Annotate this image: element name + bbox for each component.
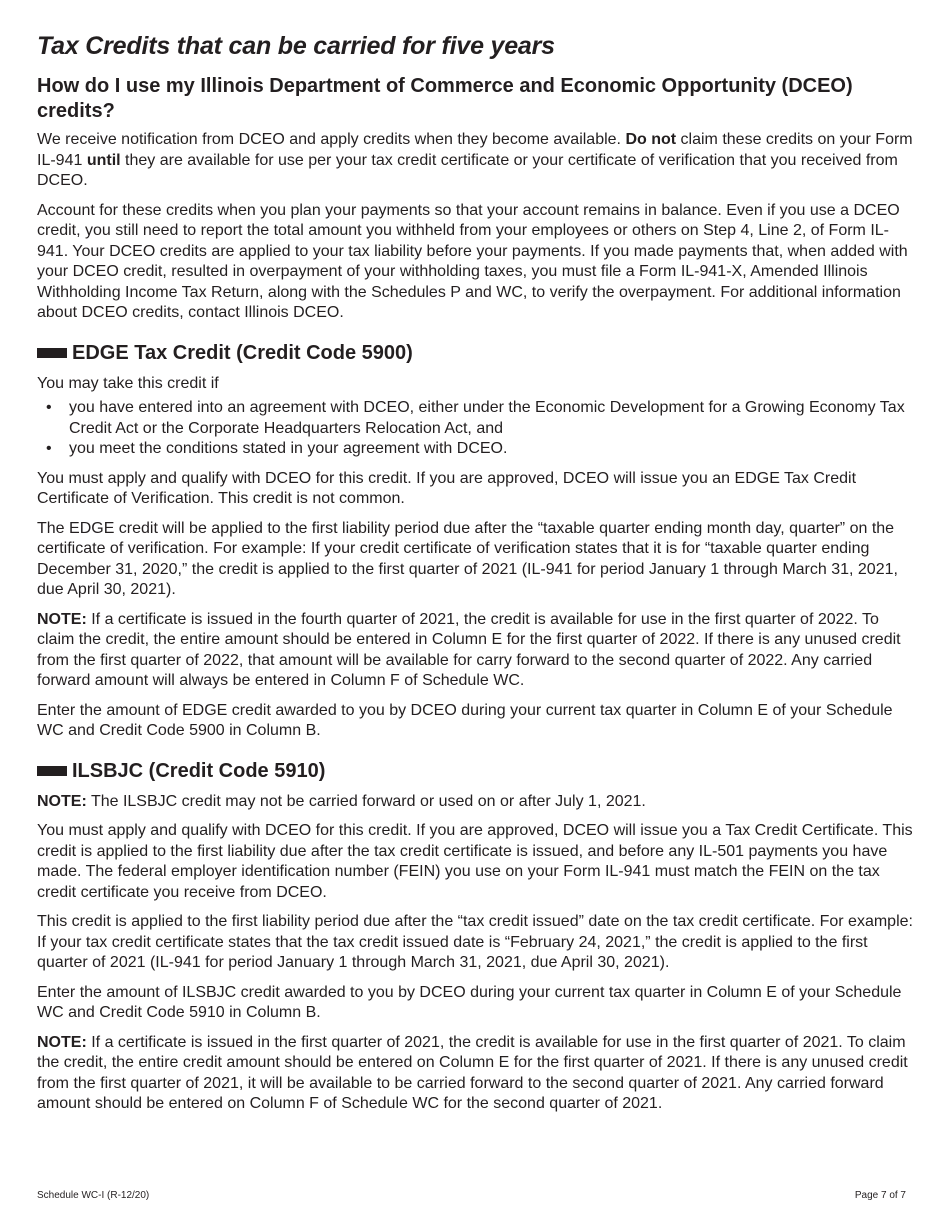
document-page (37, 30, 917, 1124)
page-title: Tax Credits that can be carried for five years (37, 32, 555, 60)
edge-paragraph-2: The EDGE credit will be applied to the first liability period due after the “taxable quarter ending month day, quarter” on the certificate of verification. For example: If your credit certificate of verification states that it is for “taxable quarter ending December 31, 2020,” the credit is applied to the first quarter of 2021 (IL-941 for period January 1 through March 31, 2021, due April 30, 2021). (37, 519, 898, 598)
edge-paragraph-1: You must apply and qualify with DCEO for this credit. If you are approved, DCEO will issue you an EDGE Tax Credit Certificate of Verification. This credit is not common. (37, 469, 857, 507)
footer-form-id: Schedule WC-I (R-12/20) (37, 1190, 150, 1201)
list-item: • you have entered into an agreement with DCEO, either under the Economic Development for a Growing Economy Tax Credit Act or the Corporate Headquarters Relocation Act, and (37, 398, 917, 439)
question-heading: How do I use my Illinois Department of Commerce and Economic Opportunity (DCEO) credits? (37, 75, 853, 122)
ilsbjc-section-heading: ILSBJC (Credit Code 5910) (37, 759, 917, 783)
list-item: • you meet the conditions stated in your agreement with DCEO. (37, 439, 917, 460)
section-bar-icon (37, 348, 67, 358)
ilsbjc-paragraph-1: You must apply and qualify with DCEO for this credit. If you are approved, DCEO will issue you a Tax Credit Certificate. This credit is applied to the first liability due after the tax credit certificate is issued, and before any IL-501 payments you have made. The federal employer identification number (FEIN) you use on your Form IL-941 must match the FEIN on the tax credit certificate you receive from DCEO. (37, 822, 913, 901)
section-bar-icon (37, 766, 67, 776)
ilsbjc-paragraph-2: This credit is applied to the first liability period due after the “tax credit issued” date on the tax credit certificate. For example: If your tax credit certificate states that the tax credit issued date is “February 24, 2021,” the credit is applied to the first quarter of 2021 (IL-941 for period January 1 through March 31, 2021, due April 30, 2021). (37, 913, 913, 971)
intro-paragraph-2: Account for these credits when you plan your payments so that your account remains in balance. Even if you use a DCEO credit, you still need to report the total amount you withheld from your employees or others on Step 4, Line 2, of Form IL-941. Your DCEO credits are applied to your tax liability before your payments. If you made payments that, when added with your DCEO credit, resulted in overpayment of your withholding taxes, you must file a Form IL-941-X, Amended Illinois Withholding Income Tax Return, along with the Schedules P and WC, to verify the overpayment. For additional information about DCEO credits, contact Illinois DCEO. (37, 201, 908, 321)
footer-page-number: Page 7 of 7 (854, 1190, 906, 1201)
edge-lead: You may take this credit if (37, 374, 219, 392)
intro-paragraph-1: We receive notification from DCEO and apply credits when they become available. Do not claim these credits on your Form IL-941 until they are available for use per your tax credit certificate or your certificate of verification that you received from DCEO. (37, 131, 913, 189)
ilsbjc-paragraph-3: Enter the amount of ILSBJC credit awarded to you by DCEO during your current tax quarter in Column E of your Schedule WC and Credit Code 5910 in Column B. (37, 983, 902, 1021)
edge-paragraph-3: Enter the amount of EDGE credit awarded to you by DCEO during your current tax quarter in Column E of your Schedule WC and Credit Code 5900 in Column B. (37, 701, 893, 739)
edge-note: NOTE: If a certificate is issued in the fourth quarter of 2021, the credit is available for use in the first quarter of 2022. To claim the credit, the entire amount should be entered in Column E for the first quarter of 2022. If there is any unused credit from the first quarter of 2022, that amount will be available for carry forward to the second quarter of 2022. Any carried forward amount will always be entered in Column F of Schedule WC. (37, 610, 901, 689)
ilsbjc-note-1: NOTE: The ILSBJC credit may not be carried forward or used on or after July 1, 2021. (37, 792, 646, 810)
edge-conditions-list (37, 398, 917, 460)
edge-section-heading: EDGE Tax Credit (Credit Code 5900) (37, 341, 917, 365)
ilsbjc-note-2: NOTE: If a certificate is issued in the first quarter of 2021, the credit is available for use in the first quarter of 2021. To claim the credit, the entire credit amount should be entered on Column E for the first quarter of 2021. If there is any unused credit from the first quarter of 2021, it will be available to be carried forward to the second quarter of 2021. Any carried forward amount should be entered on Column F of Schedule WC for the second quarter of 2021. (37, 1033, 908, 1112)
